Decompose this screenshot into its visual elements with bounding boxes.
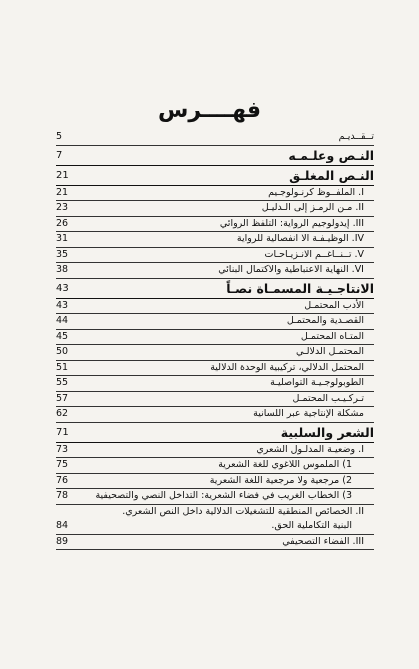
- toc-entry-row: [56, 130, 374, 146]
- toc-entry-label: الأدب المحتمـل: [304, 299, 364, 311]
- toc-entry-label: I. وضعيـة المدلـول الشعري: [256, 443, 364, 455]
- toc-entry-label: تــقــديـم: [338, 131, 374, 142]
- table-of-contents: [56, 130, 374, 550]
- toc-page-number: 35: [56, 248, 69, 260]
- toc-entry-label: تـركـيـب المحتمـل: [292, 392, 364, 404]
- toc-entry-row: [56, 443, 374, 459]
- toc-entry-label: VI. النهاية الاعتباطية والاكتمال البنائي: [218, 264, 364, 275]
- toc-entry-label: I. الملفــوظ كرنـولوجـيم: [268, 186, 364, 198]
- toc-page-number: 50: [56, 346, 69, 357]
- toc-entry-label: 3) الخطاب الغريب في فضاء الشعرية: التداخل النصي والتصحيفية: [95, 490, 352, 501]
- toc-page-number: 75: [56, 459, 69, 470]
- toc-entry-row: [56, 519, 374, 535]
- toc-entry-label: 2) مرجعية ولا مرجعية اللغة الشعرية: [209, 474, 352, 486]
- toc-entry-label: الشعر والسلبية: [280, 424, 374, 440]
- toc-page-number: 84: [56, 520, 69, 531]
- toc-entry-row: [56, 376, 374, 392]
- toc-page-number: 55: [56, 377, 69, 388]
- toc-entry-label: القصـدية والمحتمـل: [286, 315, 364, 326]
- toc-entry-row: [56, 489, 374, 505]
- toc-entry-row: [56, 361, 374, 377]
- toc-entry-label: الانتاجـيـة المسمـاة نصـاً: [226, 280, 374, 296]
- toc-entry-row: [56, 201, 374, 217]
- toc-page-number: 23: [56, 202, 69, 213]
- toc-page-number: 43: [56, 282, 69, 294]
- toc-page-number: 21: [56, 169, 69, 181]
- toc-page-number: 38: [56, 264, 69, 275]
- toc-entry-row: [56, 263, 374, 279]
- toc-entry-row: [56, 474, 374, 490]
- toc-entry-label: II. مـن الرمـز إلى الـدليـل: [261, 202, 364, 213]
- toc-page-number: 89: [56, 535, 69, 547]
- toc-entry-row: [56, 392, 374, 408]
- toc-entry-label: مشكلة الإنتاجية عبر اللسانية: [253, 408, 364, 419]
- toc-entry-row: [56, 330, 374, 346]
- toc-entry-label: المحتمـل الدلالـي: [295, 346, 364, 357]
- toc-page-number: 44: [56, 315, 69, 326]
- toc-section-row: [56, 166, 374, 186]
- toc-page-number: 71: [56, 426, 69, 438]
- toc-entry-label: البنية التكاملية الحق.: [271, 520, 352, 531]
- toc-page-number: 5: [56, 131, 63, 142]
- toc-page-number: 51: [56, 361, 69, 373]
- toc-page-number: 43: [56, 299, 69, 311]
- toc-entry-row: [56, 217, 374, 233]
- toc-entry-row: [56, 535, 374, 551]
- toc-page-number: 62: [56, 408, 69, 419]
- toc-page-number: 21: [56, 186, 69, 198]
- toc-entry-label: II. الخصائص المنطقية للتشغيلات الدلالية داخل النص الشعري.: [122, 505, 364, 517]
- toc-entry-row: [56, 345, 374, 361]
- toc-entry-row: [56, 458, 374, 474]
- toc-page-number: 73: [56, 443, 69, 455]
- toc-entry-row: [56, 299, 374, 315]
- toc-entry-label: III. إيدولوجيم الرواية: التلفظ الروائي: [219, 217, 364, 229]
- toc-entry-row: [56, 407, 374, 423]
- toc-entry-row: [56, 314, 374, 330]
- toc-entry-label: IV. الوظيـفـة الا انفصالية للرواية: [236, 233, 364, 244]
- toc-entry-label: 1) الملموس اللاغوي للغة الشعرية: [218, 459, 352, 470]
- toc-section-row: [56, 423, 374, 443]
- toc-entry-label: المحتمل الدلالي، تركيبية الوحدة الدلالية: [210, 361, 364, 373]
- page-title: فهــــرس: [157, 98, 262, 123]
- toc-entry-label: V. تــنــاغــم الانـزيـاحـات: [264, 248, 364, 260]
- toc-page-number: 7: [56, 149, 63, 161]
- bleed-through-text: [120, 30, 300, 90]
- toc-entry-row: [56, 248, 374, 264]
- toc-entry-label: III. الفضاء التصحيفي: [282, 535, 364, 547]
- toc-page-number: 78: [56, 490, 69, 501]
- toc-page-number: 31: [56, 233, 69, 244]
- toc-page-number: 76: [56, 474, 69, 486]
- toc-entry-row: [56, 505, 374, 520]
- toc-entry-row: [56, 232, 374, 248]
- toc-entry-label: المتـاه المحتمـل: [300, 330, 364, 342]
- toc-entry-row: [56, 186, 374, 202]
- toc-page-number: 26: [56, 217, 69, 229]
- toc-entry-label: النـص وعلـمـه: [288, 147, 374, 163]
- toc-page-number: 57: [56, 392, 69, 404]
- toc-entry-label: الطوبولوجـيـة التواصليـة: [270, 377, 364, 388]
- toc-section-row: [56, 279, 374, 299]
- toc-page-number: 45: [56, 330, 69, 342]
- toc-entry-label: النـص المغلـق: [289, 167, 374, 183]
- toc-section-row: [56, 146, 374, 166]
